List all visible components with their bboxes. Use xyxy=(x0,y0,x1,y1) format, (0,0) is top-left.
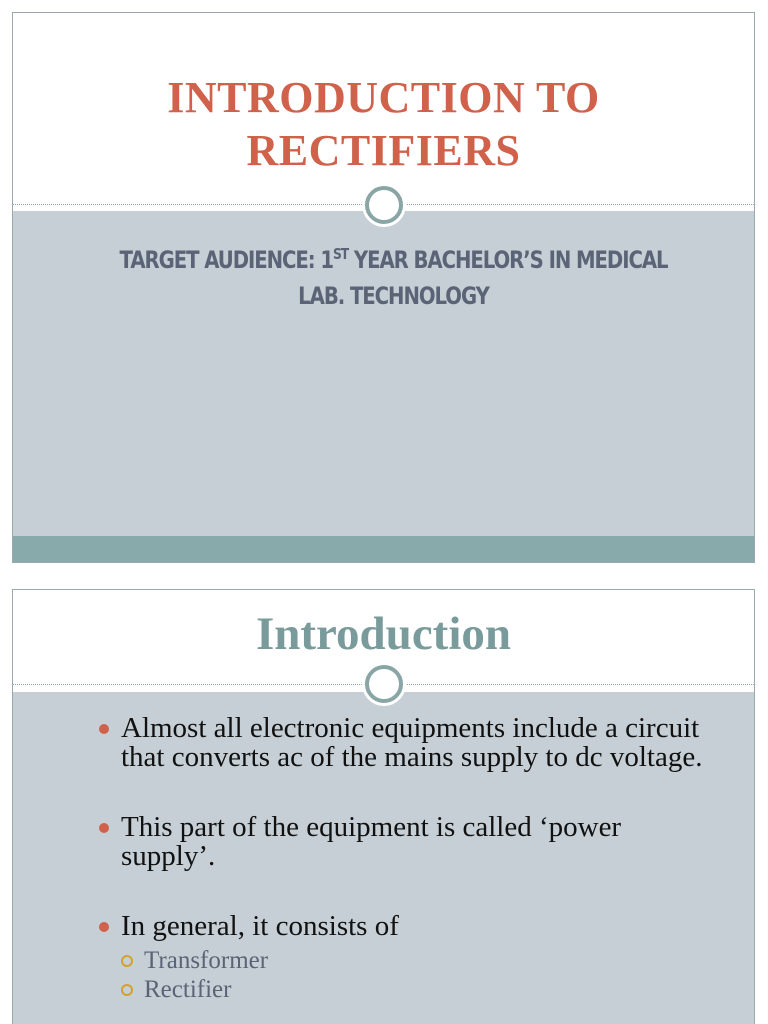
slide-content xyxy=(13,692,754,1024)
filled-circle-bullet-icon xyxy=(99,922,109,932)
subtitle-suffix: YEAR BACHELOR’S IN MEDICAL LAB. TECHNOLOGY xyxy=(298,246,668,310)
sub-list-item xyxy=(121,975,714,1004)
sub-item-text: Transformer xyxy=(144,947,269,974)
introduction-slide xyxy=(12,589,755,1024)
bullet-text: Almost all electronic equipments include a circuit that converts ac of the mains supply to dc voltage. xyxy=(121,712,703,773)
slide-title: Introduction xyxy=(255,608,512,660)
ring-divider-icon xyxy=(365,665,403,703)
ring-divider-icon xyxy=(365,186,403,224)
slide-content xyxy=(13,211,754,536)
sub-list-item xyxy=(121,946,714,975)
sub-item-text: Rectifier xyxy=(144,976,232,1003)
sub-bullet-list xyxy=(121,946,714,1004)
list-item xyxy=(99,912,714,1004)
filled-circle-bullet-icon xyxy=(99,823,109,833)
target-audience-subtitle xyxy=(114,242,672,314)
footer-band xyxy=(13,536,754,562)
hollow-circle-bullet-icon xyxy=(121,955,133,967)
subtitle-superscript: ST xyxy=(332,245,349,263)
bullet-text: In general, it consists of xyxy=(121,910,399,942)
slide-header xyxy=(13,13,754,211)
list-item xyxy=(99,714,714,772)
bullet-list xyxy=(99,714,714,1004)
title-slide xyxy=(12,12,755,563)
slide-title: INTRODUCTION TO RECTIFIERS xyxy=(167,73,600,175)
bullet-text: This part of the equipment is called ‘power supply’. xyxy=(121,811,622,872)
hollow-circle-bullet-icon xyxy=(121,984,133,996)
subtitle-prefix: TARGET AUDIENCE: 1 xyxy=(119,246,333,274)
list-item xyxy=(99,813,714,871)
filled-circle-bullet-icon xyxy=(99,724,109,734)
